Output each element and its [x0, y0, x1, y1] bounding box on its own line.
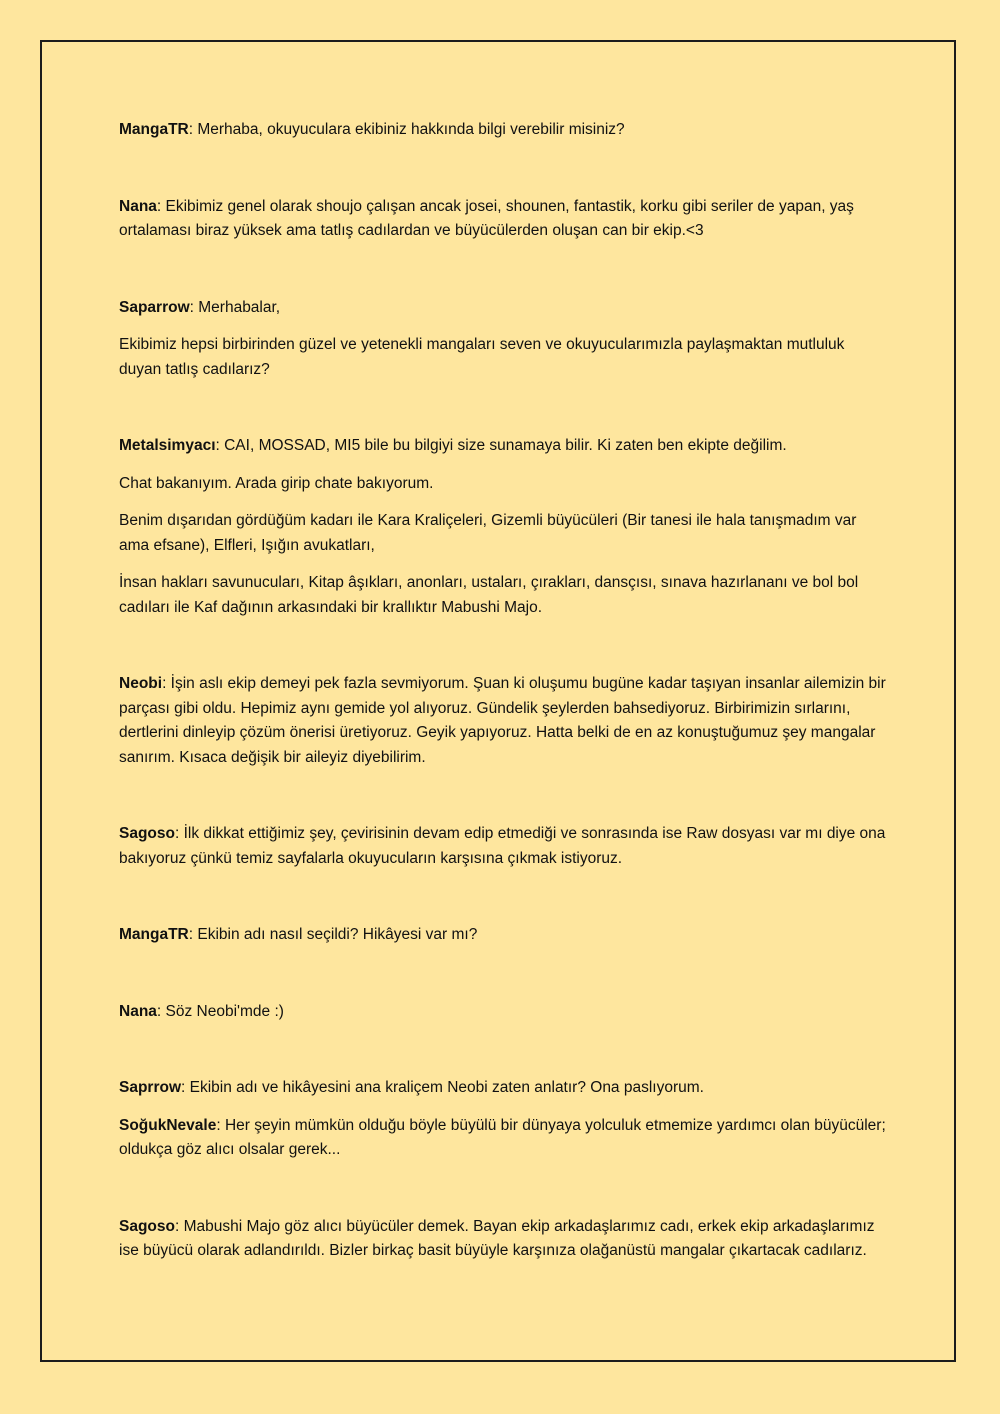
speaker-name: MangaTR: [119, 121, 189, 138]
entry-soguknevale: [119, 1114, 889, 1163]
speech-text: : Merhabalar,: [189, 298, 281, 316]
speaker-name: Sagoso: [119, 1217, 175, 1235]
entry-nana-1: [119, 195, 889, 244]
paragraph: Chat bakanıyım. Arada girip chate bakıyorum.: [119, 474, 434, 492]
paragraph: [119, 672, 889, 770]
speech-text: : CAI, MOSSAD, MI5 bile bu bilgiyi size sunamaya bilir. Ki zaten ben ekipte değilim.: [215, 437, 787, 454]
paragraph: Benim dışarıdan gördüğüm kadarı ile Kara Kraliçeleri, Gizemli büyücüleri (Bir tanesi ile hala tanışmadım var ama efsane), Elfleri, Işığın avukatları,: [119, 512, 857, 554]
paragraph: [119, 1114, 889, 1163]
paragraph: [119, 822, 889, 871]
entry-nana-2: [119, 1000, 889, 1025]
paragraph: Ekibimiz hepsi birbirinden güzel ve yetenekli mangaları seven ve okuyucularımızla paylaşmaktan mutluluk duyan tatlış cadılarız?: [119, 336, 845, 378]
speaker-name: SoğukNevale: [119, 1116, 217, 1134]
entry-mangatr-1: [119, 118, 889, 143]
speaker-name: Saprrow: [119, 1079, 182, 1096]
paragraph: [119, 118, 889, 143]
paragraph: [119, 1000, 889, 1025]
entry-mangatr-2: [119, 923, 889, 948]
paragraph: İnsan hakları savunucuları, Kitap âşıkları, anonları, ustaları, çırakları, dansçısı, sınava hazırlananı ve bol bol cadıları ile Kaf dağının arkasındaki bir krallıktır Mabushi Majo.: [119, 574, 859, 616]
speech-text: : Ekibin adı nasıl seçildi? Hikâyesi var mı?: [188, 926, 478, 943]
paragraph: [119, 434, 889, 459]
speaker-name: Nana: [119, 197, 157, 215]
paragraph: [119, 1076, 889, 1101]
entry-sagoso-2: [119, 1215, 889, 1264]
speaker-name: MangaTR: [119, 926, 189, 943]
entry-metalsimyaci: [119, 434, 889, 620]
speech-text: : Ekibimiz genel olarak shoujo çalışan ancak josei, shounen, fantastik, korku gibi seriler de yapan, yaş ortalaması biraz yüksek ama tatlış cadılardan ve büyücülerden oluşan can bir ekip.<3: [119, 197, 854, 239]
speaker-name: Nana: [119, 1002, 157, 1020]
entry-sagoso-1: [119, 822, 889, 871]
speech-text: : Mabushi Majo göz alıcı büyücüler demek. Bayan ekip arkadaşlarımız cadı, erkek ekip arkadaşlarımız ise büyücü olarak adlandırıldı. Bizler birkaç basit büyüyle karşınıza olağanüstü mangalar çıkartacak cadılarız.: [119, 1217, 875, 1259]
speech-text: : Her şeyin mümkün olduğu böyle büyülü bir dünyaya yolculuk etmemize yardımcı olan büyücüler; oldukça göz alıcı olsalar gerek...: [119, 1116, 886, 1158]
paragraph: [119, 195, 889, 244]
entry-saparrow: [119, 296, 889, 383]
speech-text: : Söz Neobi'mde :): [156, 1002, 284, 1020]
speaker-name: Metalsimyacı: [119, 437, 216, 454]
speaker-name: Saparrow: [119, 298, 190, 316]
paragraph: [119, 1215, 889, 1264]
entry-saprrow: [119, 1076, 889, 1101]
speech-text: : Ekibin adı ve hikâyesini ana kraliçem Neobi zaten anlatır? Ona paslıyorum.: [181, 1079, 704, 1096]
paragraph: [119, 296, 889, 321]
entry-neobi: [119, 672, 889, 770]
speech-text: : İlk dikkat ettiğimiz şey, çevirisinin devam edip etmediği ve sonrasında ise Raw dosyası var mı diye ona bakıyoruz çünkü temiz sayfalarla okuyucuların karşısına çıkmak istiyoruz.: [119, 825, 886, 867]
speech-text: : İşin aslı ekip demeyi pek fazla sevmiyorum. Şuan ki oluşumu bugüne kadar taşıyan insanlar ailemizin bir parçası gibi oldu. Hepimiz aynı gemide yol alıyoruz. Gündelik şeylerden bahsediyoruz. Birbirimizin sırlarını, dertlerini dinleyip çözüm önerisi üretiyoruz. Geyik yapıyoruz. Hatta belki de en az konuştuğumuz şey mangalar sanırım. Kısaca değişik bir aileyiz diyebilirim.: [119, 675, 886, 766]
speaker-name: Sagoso: [119, 825, 175, 842]
interview-body: [119, 118, 889, 1264]
paragraph: [119, 923, 889, 948]
speaker-name: Neobi: [119, 675, 163, 692]
speech-text: : Merhaba, okuyuculara ekibiniz hakkında bilgi verebilir misiniz?: [188, 121, 625, 138]
